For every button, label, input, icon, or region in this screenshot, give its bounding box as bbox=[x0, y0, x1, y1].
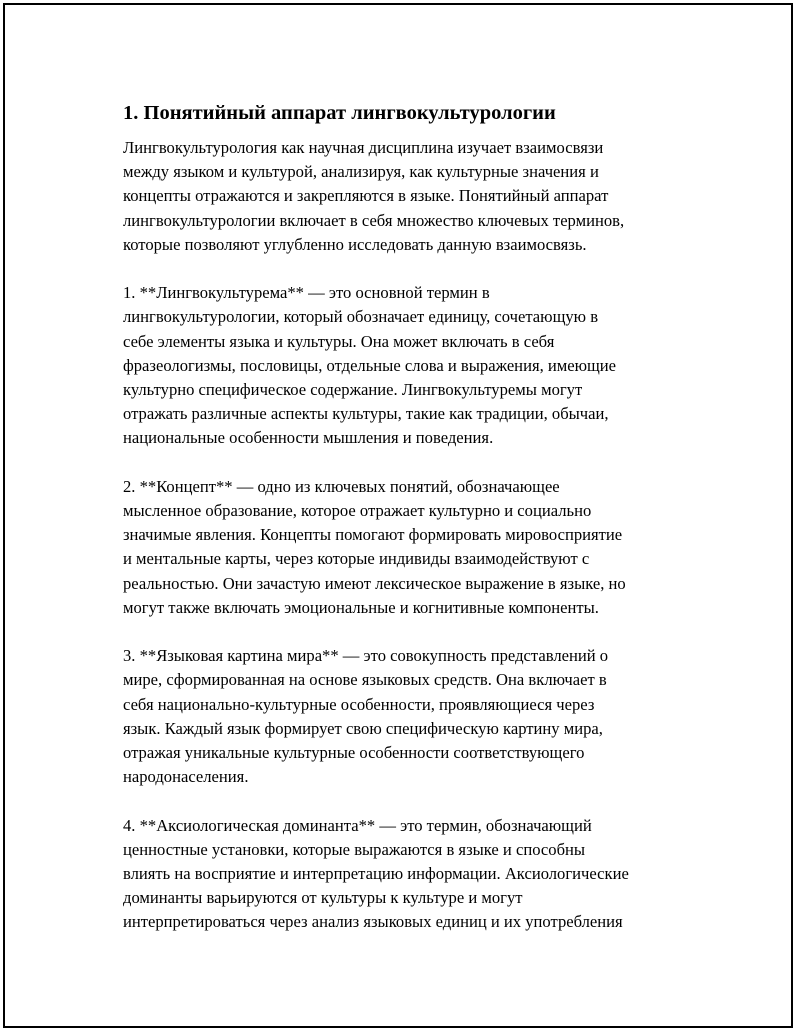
paragraph-linguoculturema: 1. **Лингвокультурема** — это основной термин в лингвокультурологии, который обозначает единицу, сочетающую в себе элементы языка и культуры. Она может включать в себя фразеологизмы, пословицы, отдельные слова и выражения, имеющие культурно специфическое содержание. Лингвокультуремы могут отражать различные аспекты культуры, такие как традиции, обычаи, национальные особенности мышления и поведения. bbox=[123, 283, 617, 448]
paragraph-concept: 2. **Концепт** — одно из ключевых понятий, обозначающее мысленное образование, которое отражает культурно и социально значимые явления. Концепты помогают формировать мировосприятие и ментальные карты, через которые индивиды взаимодействуют с реальностью. Они зачастую имеют лексическое выражение в языке, но могут также включать эмоциональные и когнитивные компоненты. bbox=[123, 476, 626, 617]
paragraph-language-picture: 3. **Языковая картина мира** — это совокупность представлений о мире, сформированная на основе языковых средств. Она включает в себя национально-культурные особенности, проявляющиеся через язык. Каждый язык формирует свою специфическую картину мира, отражая уникальные культурные особенности соответствующего народонаселения. bbox=[123, 646, 609, 787]
paragraph-axiological-dominant: 4. **Аксиологическая доминанта** — это термин, обозначающий ценностные установки, которые выражаются в языке и способны влиять на восприятие и интерпретацию информации. Аксиологические доминанты варьируются от культуры к культуре и могут интерпретироваться через анализ языковых единиц и их употребления bbox=[123, 815, 629, 932]
page-content bbox=[123, 100, 693, 959]
page-frame bbox=[3, 3, 793, 1028]
page-title: 1. Понятийный аппарат лингвокультурологии bbox=[123, 102, 556, 124]
intro-paragraph: Лингвокультурология как научная дисциплина изучает взаимосвязи между языком и культурой, анализируя, как культурные значения и концепты отражаются и закрепляются в языке. Понятийный аппарат лингвокультурологии включает в себя множество ключевых терминов, которые позволяют углубленно исследовать данную взаимосвязь. bbox=[123, 138, 625, 254]
